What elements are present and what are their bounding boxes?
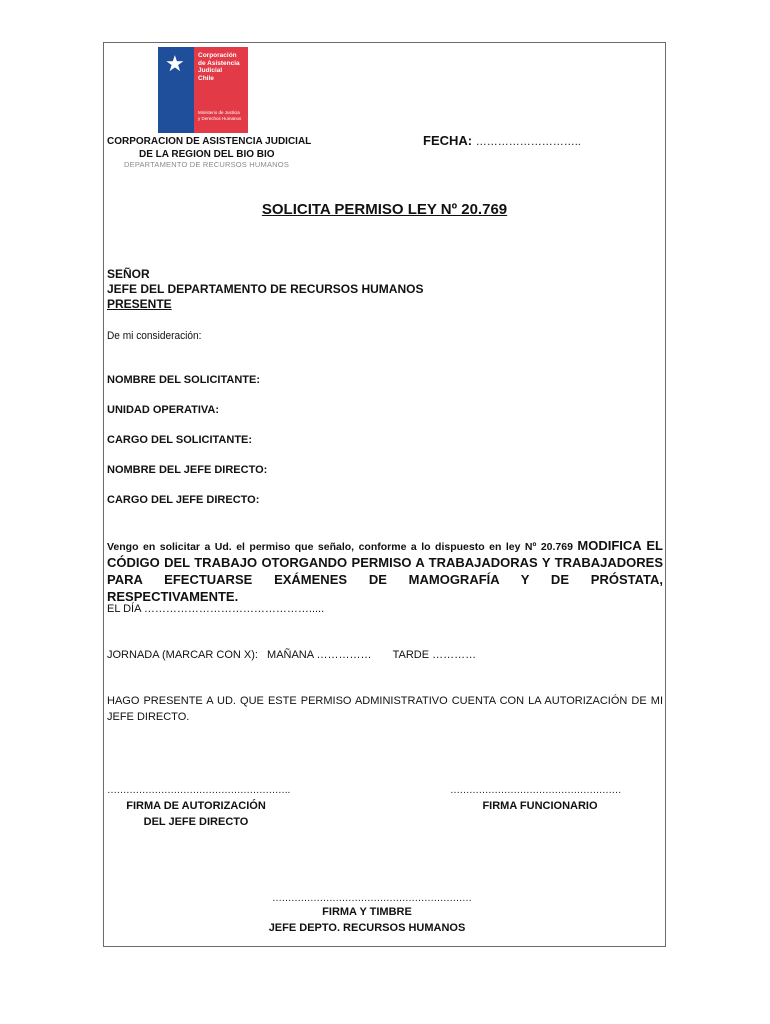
signature-label-funcionario: FIRMA FUNCIONARIO xyxy=(482,800,598,812)
institution-logo: ★ Corporación de Asistencia Judicial Chile Ministerio de Justicia y Derechos Humanos xyxy=(158,47,248,133)
request-intro: Vengo en solicitar a Ud. el permiso que señalo, conforme a lo dispuesto en ley Nº 20.769 xyxy=(107,541,578,553)
addressee-line3: PRESENTE xyxy=(107,297,172,311)
manana-option: MAÑANA …………… xyxy=(267,649,372,661)
law-title: MODIFICA EL CÓDIGO DEL TRABAJO OTORGANDO PERMISO A TRABAJADORAS Y TRABAJADORES PARA EFECTUARSE EXÁMENES DE MAMOGRAFÍA Y DE PRÓSTATA, RESPECTIVAMENTE. xyxy=(107,538,663,604)
fecha-field xyxy=(423,133,581,148)
org-name-line1: CORPORACION DE ASISTENCIA JUDICIAL xyxy=(107,136,312,147)
jornada-label: JORNADA (MARCAR CON X): xyxy=(107,649,258,661)
signature-line-rrhh: ……………………………………………………… xyxy=(272,893,472,904)
hago-presente-paragraph: HAGO PRESENTE A UD. QUE ESTE PERMISO ADMINISTRATIVO CUENTA CON LA AUTORIZACIÓN DE MI JEFE DIRECTO. xyxy=(107,695,663,723)
fecha-label: FECHA: xyxy=(423,133,473,148)
tarde-option: TARDE ………… xyxy=(392,649,477,661)
addressee-line2: JEFE DEL DEPARTAMENTO DE RECURSOS HUMANOS xyxy=(107,282,424,296)
org-name-line2: DE LA REGION DEL BIO BIO xyxy=(139,149,275,160)
el-dia-field: EL DÍA ………………………………………..... xyxy=(107,603,325,615)
field-nombre-solicitante: NOMBRE DEL SOLICITANTE: xyxy=(107,374,260,386)
field-nombre-jefe: NOMBRE DEL JEFE DIRECTO: xyxy=(107,464,268,476)
document-title: SOLICITA PERMISO LEY Nº 20.769 xyxy=(261,201,508,218)
signature-line-jefe: …………………………………………………. xyxy=(107,785,290,796)
field-cargo-jefe: CARGO DEL JEFE DIRECTO: xyxy=(107,494,260,506)
jornada-row xyxy=(107,649,667,661)
request-paragraph xyxy=(107,538,663,606)
greeting: De mi consideración: xyxy=(107,330,202,342)
fecha-dots: ……………………….. xyxy=(475,136,581,148)
coat-of-arms-icon: ★ xyxy=(165,51,185,76)
dept-name: DEPARTAMENTO DE RECURSOS HUMANOS xyxy=(124,160,290,169)
field-cargo-solicitante: CARGO DEL SOLICITANTE: xyxy=(107,434,253,446)
field-unidad-operativa: UNIDAD OPERATIVA: xyxy=(107,404,220,416)
signature-label-jefe: FIRMA DE AUTORIZACIÓN DEL JEFE DIRECTO xyxy=(126,800,266,828)
signature-label-rrhh: FIRMA Y TIMBRE JEFE DEPTO. RECURSOS HUMANOS xyxy=(268,906,466,934)
signature-line-funcionario: ……………………………………………… xyxy=(450,785,621,796)
addressee-line1: SEÑOR xyxy=(107,267,150,281)
